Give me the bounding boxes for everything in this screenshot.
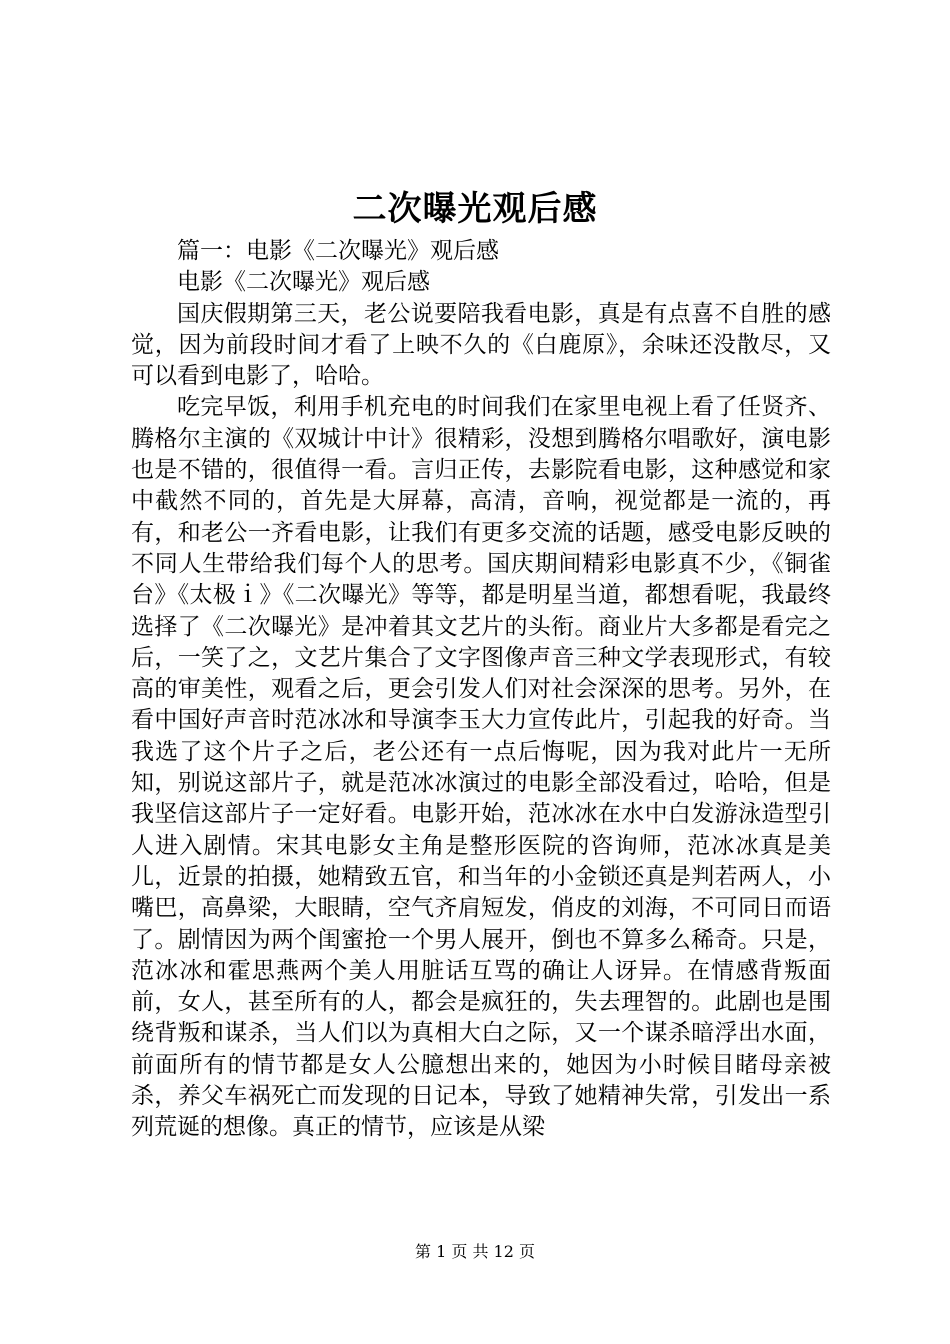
paragraph-2: 吃完早饭，利用手机充电的时间我们在家里电视上看了任贤齐、腾格尔主演的《双城计中计》很精彩，没想到腾格尔唱歌好，演电影也是不错的，很值得一看。言归正传，去影院看电影，这种感觉和家中截然不同的，首先是大屏幕，高清，音响，视觉都是一流的，再有，和老公一齐看电影，让我们有更多交流的话题，感受电影反映的不同人生带给我们每个人的思考。国庆期间精彩电影真不少，《铜雀台》《太极ｉ》《二次曝光》等等，都是明星当道，都想看呢，我最终选择了《二次曝光》是冲着其文艺片的头衔。商业片大多都是看完之后，一笑了之，文艺片集合了文字图像声音三种文学表现形式，有较高的审美性，观看之后，更会引发人们对社会深深的思考。另外，在看中国好声音时范冰冰和导演李玉大力宣传此片，引起我的好奇。当我选了这个片子之后，老公还有一点后悔呢，因为我对此片一无所知，别说这部片子，就是范冰冰演过的电影全部没看过，哈哈，但是我坚信这部片子一定好看。电影开始，范冰冰在水中白发游泳造型引人进入剧情。宋其电影女主角是整形医院的咨询师，范冰冰真是美儿，近景的拍摄，她精致五官，和当年的小金锁还真是判若两人，小嘴巴，高鼻梁，大眼睛，空气齐肩短发，俏皮的刘海，不可同日而语了。剧情因为两个闺蜜抢一个男人展开，倒也不算多么稀奇。只是，范冰冰和霍思燕两个美人用脏话互骂的确让人讶异。在情感背叛面前，女人，甚至所有的人，都会是疯狂的，失去理智的。此剧也是围绕背叛和谋杀，当人们以为真相大白之际，又一个谋杀暗浮出水面，前面所有的情节都是女人公臆想出来的，她因为小时候目睹母亲被杀，养父车祸死亡而发现的日记本，导致了她精神失常，引发出一系列荒诞的想像。真正的情节，应该是从梁 bbox=[131, 394, 831, 1141]
paragraph-1: 国庆假期第三天，老公说要陪我看电影，真是有点喜不自胜的感觉，因为前段时间才看了上映不久的《白鹿原》，余味还没散尽，又可以看到电影了，哈哈。 bbox=[131, 300, 831, 390]
page-footer: 第 1 页 共 12 页 bbox=[415, 1242, 535, 1261]
document-title: 二次曝光观后感 bbox=[352, 189, 598, 229]
subtitle-1: 篇一：电影《二次曝光》观后感 bbox=[177, 238, 499, 264]
document-body bbox=[131, 236, 831, 1144]
subtitle-2: 电影《二次曝光》观后感 bbox=[177, 269, 430, 296]
